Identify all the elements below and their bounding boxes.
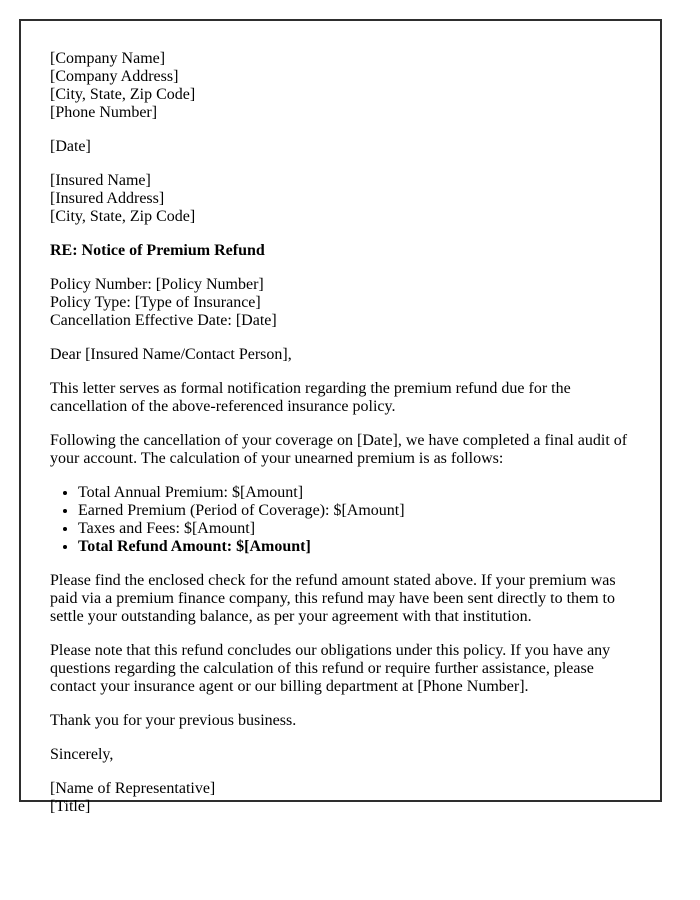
paragraph-line: This letter serves as formal notification regarding the premium refund due for the <box>50 380 571 397</box>
paragraph-audit <box>50 432 642 468</box>
paragraph-line: questions regarding the calculation of this refund or require further assistance, please <box>50 660 594 677</box>
recipient-address-block <box>50 172 642 226</box>
signature-block <box>50 780 642 816</box>
subject-line: RE: Notice of Premium Refund <box>50 242 265 259</box>
signoff: Sincerely, <box>50 746 114 763</box>
cancellation-date-line: Cancellation Effective Date: [Date] <box>50 312 277 329</box>
refund-breakdown-list <box>50 484 642 556</box>
paragraph-line: contact your insurance agent or our billing department at [Phone Number]. <box>50 678 529 695</box>
sender-address-block <box>50 50 642 122</box>
paragraph-obligations <box>50 642 642 696</box>
paragraph-line: your account. The calculation of your unearned premium is as follows: <box>50 450 504 467</box>
refund-item-earned-premium: • Earned Premium (Period of Coverage): $[Amount] <box>78 502 642 520</box>
paragraph-notification <box>50 380 642 416</box>
thank-you-line: Thank you for your previous business. <box>50 712 297 729</box>
company-phone: [Phone Number] <box>50 104 158 121</box>
paragraph-line: Please find the enclosed check for the refund amount stated above. If your premium was <box>50 572 616 589</box>
refund-item-total-premium: • Total Annual Premium: $[Amount] <box>78 484 642 502</box>
paragraph-line: Following the cancellation of your coverage on [Date], we have completed a final audit of <box>50 432 628 449</box>
paragraph-line: settle your outstanding balance, as per your agreement with that institution. <box>50 608 532 625</box>
representative-name: [Name of Representative] <box>50 780 216 797</box>
company-city-state-zip: [City, State, Zip Code] <box>50 86 196 103</box>
insured-name: [Insured Name] <box>50 172 151 189</box>
policy-details-block <box>50 276 642 330</box>
policy-number-line: Policy Number: [Policy Number] <box>50 276 264 293</box>
refund-item-taxes-fees: • Taxes and Fees: $[Amount] <box>78 520 642 538</box>
representative-title: [Title] <box>50 798 91 815</box>
paragraph-line: paid via a premium finance company, this refund may have been sent directly to them to <box>50 590 615 607</box>
refund-item-total-refund: • Total Refund Amount: $[Amount] <box>78 538 642 556</box>
letter-content <box>21 21 660 816</box>
company-address: [Company Address] <box>50 68 179 85</box>
paragraph-enclosed-check <box>50 572 642 626</box>
paragraph-line: Please note that this refund concludes our obligations under this policy. If you have any <box>50 642 611 659</box>
policy-type-line: Policy Type: [Type of Insurance] <box>50 294 261 311</box>
insured-address: [Insured Address] <box>50 190 165 207</box>
paragraph-line: cancellation of the above-referenced insurance policy. <box>50 398 396 415</box>
date-line: [Date] <box>50 138 91 155</box>
salutation: Dear [Insured Name/Contact Person], <box>50 346 292 363</box>
company-name: [Company Name] <box>50 50 166 67</box>
insured-city-state-zip: [City, State, Zip Code] <box>50 208 196 225</box>
letter-document <box>19 19 662 815</box>
